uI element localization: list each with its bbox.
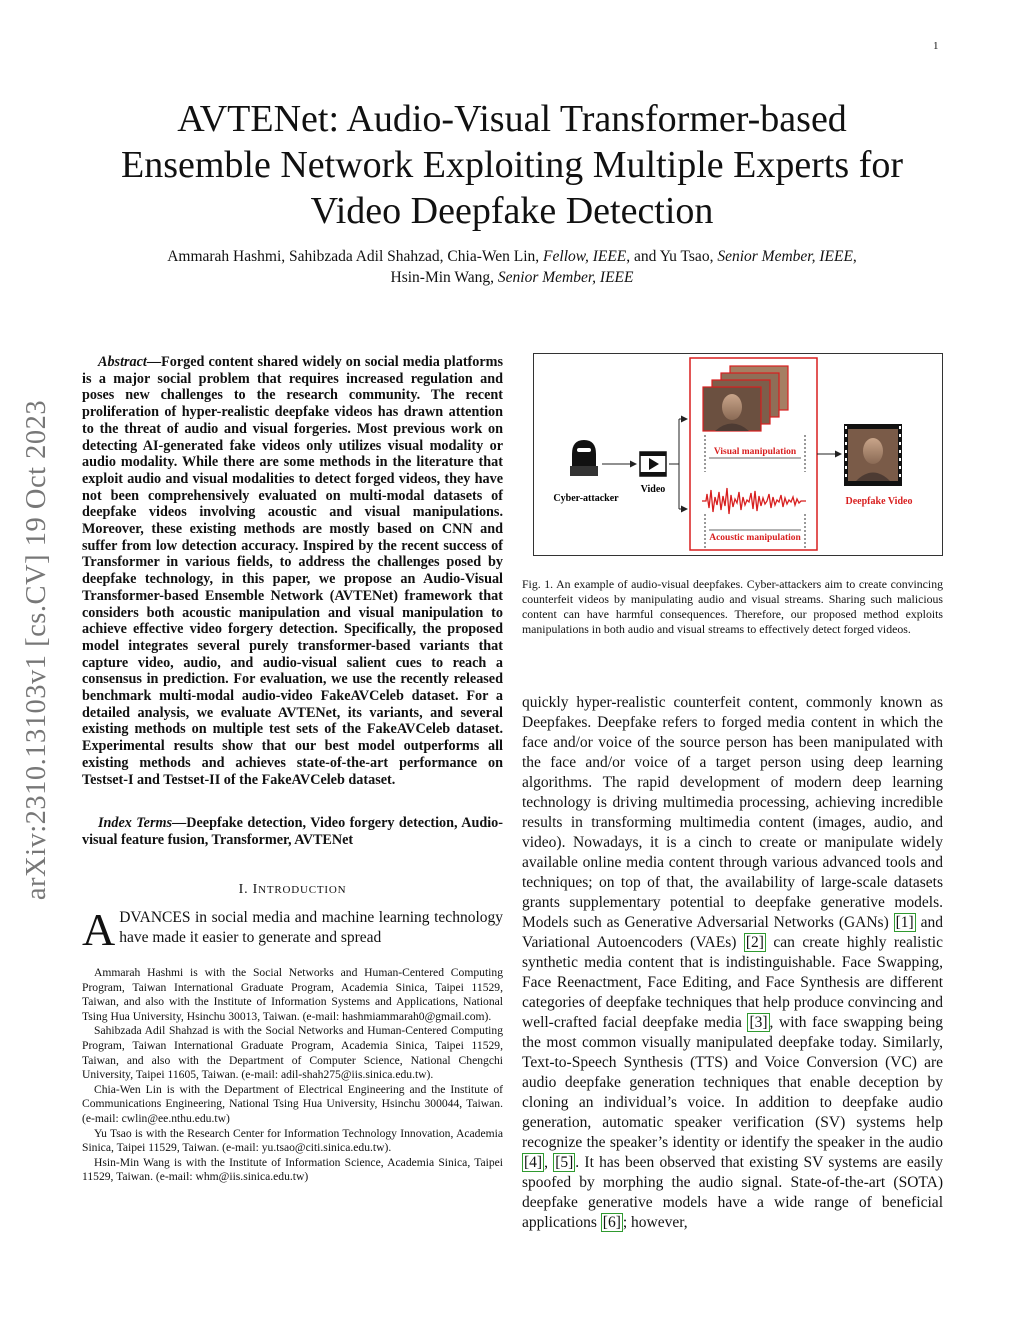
introduction-body	[522, 693, 943, 1233]
title-line: Video Deepfake Detection	[310, 190, 714, 232]
abstract	[82, 354, 503, 788]
author-role: Senior Member, IEEE	[717, 248, 853, 265]
section-title-initial: I	[252, 882, 259, 897]
index-terms-label: Index Terms	[98, 815, 173, 831]
footnote: Sahibzada Adil Shahzad is with the Social Networks and Human-Centered Computing Program, Taiwan International Graduate Program, Academia Sinica, Taipei 11529, Taiwan, and also with the Department of Computer Science, National Chengchi University, Taipei 11605, Taiwan. (e-mail: adil-shah275@iis.sinica.edu.tw).	[82, 1024, 503, 1082]
video-frames	[703, 366, 788, 431]
introduction-paragraph	[82, 904, 503, 955]
audio-waveform	[702, 488, 806, 514]
citation-link[interactable]: [1]	[895, 914, 914, 931]
deepfake-video-label: Deepfake Video	[845, 496, 913, 507]
paper-title	[60, 96, 964, 234]
section-title-rest: NTRODUCTION	[258, 884, 347, 896]
body-text: quickly hyper-realistic counterfeit content, commonly known as Deepfakes. Deepfake refers to forged media content in which the face and/or voice of the source person has been manipulated with the face and/or voice of a target person using deep learning algorithms. The rapid development of modern deep learning technology is driving multimedia processing, achieving incredible results in transforming multimedia content (images, audio, and video). Nowadays, it is a cinch to create or manipulate widely available online media content through various advanced tools and techniques; on top of that, the availability of large-scale datasets grants supplementary potential to deepfake generative models. Models such as Generative Adversarial Networks (GANs)	[522, 694, 943, 931]
page-number: 1	[933, 40, 939, 52]
citation-link[interactable]: [2]	[745, 934, 764, 951]
deepfake-video-thumbnail	[844, 424, 902, 486]
affiliation-footnotes	[82, 966, 503, 1185]
hacker-icon	[570, 440, 598, 476]
figure-caption: Fig. 1. An example of audio-visual deepfakes. Cyber-attackers aim to create convincing counterfeit videos by manipulating audio and visual streams. Sharing such malicious content can have harmful consequences. Therefore, our proposed method exploits manipulations in both audio and visual streams to effectively detect forged videos.	[522, 577, 943, 636]
figure-diagram	[534, 354, 942, 555]
arxiv-stamp	[14, 350, 60, 950]
author-names: ,	[852, 248, 857, 265]
footnote: Yu Tsao is with the Research Center for Information Technology Innovation, Academia Sinica, Taipei 11529, Taiwan. (e-mail: yu.tsao@citi.sinica.edu.tw).	[82, 1126, 503, 1155]
author-role: Senior Member, IEEE	[497, 269, 634, 286]
section-number: I.	[238, 882, 253, 897]
author-list	[60, 246, 964, 288]
abstract-text: —Forged content shared widely on social media platforms is a major social problem that requires increased regulation and poses new challenges to the research community. The recent proliferation of hyper-realistic deepfake videos has drawn attention to the threat of audio and visual forgeries. Most previous work on detecting AI-generated fake videos only utilizes visual modality or audio modality. While there are some methods in the literature that exploit audio and visual modalities to detect forged videos, they have not been comprehensively evaluated on multi-modal datasets of deepfake videos involving acoustic and visual manipulations. Moreover, these existing methods are mostly based on CNN and suffer from low detection accuracy. Inspired by the recent success of Transformer in various fields, to address the challenges posed by deepfake technology, in this paper, we propose an Audio-Visual Transformer-based Ensemble Network (AVTENet) framework that considers both acoustic manipulation and visual manipulation to achieve effective video forgery detection. Specifically, the proposed model integrates several purely transformer-based variants that capture video, audio, and audio-visual salient cues to reach a consensus in prediction. For evaluation, we use the recently released benchmark multi-modal audio-video FakeAVCeleb dataset. For a detailed analysis, we evaluate AVTENet, its variants, and several existing methods on multiple test sets of the FakeAVCeleb dataset. Experimental results show that our best model outperforms all existing methods and achieves state-of-the-art performance on Testset-I and Testset-II of the FakeAVCeleb dataset.	[82, 354, 503, 788]
cyber-attacker-label: Cyber-attacker	[553, 493, 619, 504]
footnote: Hsin-Min Wang is with the Institute of Information Science, Academia Sinica, Taipei 11529, Taiwan. (e-mail: whm@iis.sinica.edu.tw)	[82, 1155, 503, 1184]
arxiv-identifier: arXiv:2310.13103v1 [cs.CV] 19 Oct 2023	[21, 399, 52, 901]
introduction-text: DVANCES in social media and machine learning technology have made it easier to generate and spread	[119, 909, 503, 946]
index-terms	[82, 815, 503, 848]
body-text: , with face swapping being the most common visually manipulated deepfake today. Similarly, Text-to-Speech Synthesis (TTS) and Voice Conversion (VC) are audio deepfake generation techniques that enable deception by cloning an individual’s voice. In addition to deepfake audio generation, automatic speaker verification (SV) systems help recognize the speaker’s identity or identify the speaker in the audio	[522, 1014, 943, 1151]
video-label: Video	[640, 484, 666, 495]
body-text: ,	[544, 1154, 554, 1171]
body-text: ; however,	[622, 1214, 688, 1231]
author-role: Fellow, IEEE	[543, 248, 627, 265]
visual-manipulation-label: Visual manipulation	[713, 447, 797, 457]
citation-link[interactable]: [6]	[602, 1214, 621, 1231]
video-icon	[640, 452, 666, 476]
footnote: Chia-Wen Lin is with the Department of Electrical Engineering and the Institute of Communications Engineering, National Tsing Hua University, Hsinchu 300044, Taiwan. (e-mail: cwlin@ee.nthu.edu.tw)	[82, 1082, 503, 1125]
author-names: Ammarah Hashmi, Sahibzada Adil Shahzad, Chia-Wen Lin,	[167, 248, 544, 265]
author-names: , and Yu Tsao,	[626, 248, 718, 265]
body-text: can create highly realistic synthetic media content that is indistinguishable. Face Swapping, Face Reenactment, Face Editing, and Face Synthesis are different categories of deepfake techniques that help produce convincing and well-crafted facial deepfake media	[522, 934, 943, 1031]
body-text: and Variational Autoencoders (VAEs)	[522, 914, 943, 951]
author-names: Hsin-Min Wang,	[390, 269, 498, 286]
figure-1	[533, 353, 943, 556]
acoustic-manipulation-label: Acoustic manipulation	[709, 533, 801, 543]
body-text: . It has been observed that existing SV systems are easily spoofed by morphing the audio signal. State-of-the-art (SOTA) deepfake generative models have a wide range of beneficial applications	[522, 1154, 943, 1231]
drop-cap: A	[82, 904, 116, 955]
citation-link[interactable]: [3]	[749, 1014, 768, 1031]
title-line: Ensemble Network Exploiting Multiple Experts for	[120, 144, 904, 186]
title-line: AVTENet: Audio-Visual Transformer-based	[177, 98, 847, 140]
section-heading	[82, 882, 503, 898]
citation-link[interactable]: [4]	[524, 1154, 543, 1171]
footnote: Ammarah Hashmi is with the Social Networks and Human-Centered Computing Program, Taiwan International Graduate Program, Academia Sinica, Taipei 11529, Taiwan, and also with the Institute of Information Systems and Applications, National Tsing Hua University, Hsinchu 30013, Taiwan. (e-mail: hashmiammarah0@gmail.com).	[82, 966, 503, 1023]
abstract-label: Abstract	[98, 354, 147, 370]
index-terms-text: —Deepfake detection, Video forgery detection, Audio-visual feature fusion, Transformer, AVTENet	[82, 815, 503, 848]
citation-link[interactable]: [5]	[555, 1154, 574, 1171]
